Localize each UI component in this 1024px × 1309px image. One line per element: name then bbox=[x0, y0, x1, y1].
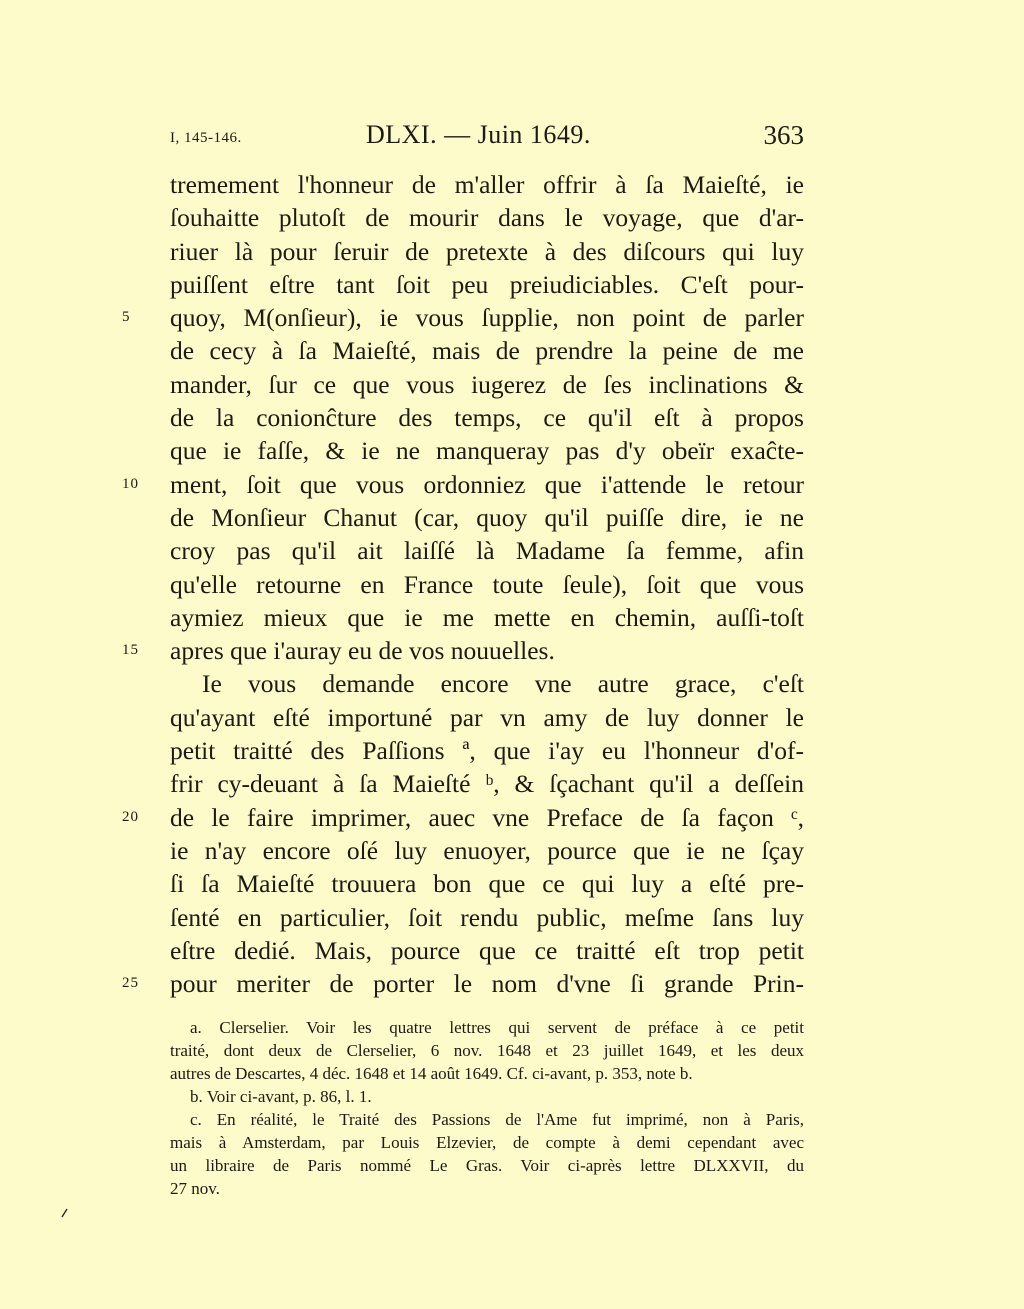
text-line bbox=[122, 801, 804, 834]
text-line bbox=[170, 235, 804, 268]
page-number: 363 bbox=[763, 120, 804, 150]
text-line-content: de cecy à ſa Maieſté, mais de prendre la peine de me bbox=[170, 336, 804, 366]
text-line-content: ment, ſoit que vous ordonniez que i'attende le retour bbox=[170, 469, 804, 499]
line-number: 20 bbox=[122, 808, 139, 825]
text-line bbox=[170, 401, 804, 434]
text-line-content: de le faire imprimer, auec vne Preface de ſa façon ᶜ, bbox=[170, 802, 804, 832]
footnote-line: traité, dont deux de Clerselier, 6 nov. 1648 et 23 juillet 1649, et les deux bbox=[170, 1041, 804, 1060]
text-line-content: pour meriter de porter le nom d'vne ſi grande Prin- bbox=[170, 969, 804, 999]
text-line bbox=[170, 901, 804, 934]
text-line-content: quoy, M(onſieur), ie vous ſupplie, non point de parler bbox=[170, 303, 804, 333]
text-line-content: que ie faſſe, & ie ne manqueray pas d'y obeïr exaĉte- bbox=[170, 436, 804, 466]
text-line-content: ſi ſa Maieſté trouuera bon que ce qui luy a eſté pre- bbox=[170, 869, 804, 899]
text-line bbox=[170, 268, 804, 301]
text-line bbox=[170, 601, 804, 634]
text-line-content: apres que i'auray eu de vos nouuelles. bbox=[170, 636, 555, 666]
text-line bbox=[170, 734, 804, 767]
stray-mark-icon bbox=[60, 1206, 70, 1218]
text-line bbox=[170, 767, 804, 800]
text-line bbox=[170, 834, 804, 867]
text-line bbox=[122, 967, 804, 1000]
text-line bbox=[170, 368, 804, 401]
text-line bbox=[170, 168, 804, 201]
footnote-line: autres de Descartes, 4 déc. 1648 et 14 août 1649. Cf. ci-avant, p. 353, note b. bbox=[170, 1064, 693, 1083]
text-line bbox=[170, 501, 804, 534]
text-line bbox=[170, 934, 804, 967]
text-line-content: de la conionĉture des temps, ce qu'il eſt à propos bbox=[170, 403, 804, 433]
text-line-content: de Monſieur Chanut (car, quoy qu'il puiſſe dire, ie ne bbox=[170, 502, 804, 532]
text-line-content: mander, ſur ce que vous iugerez de ſes inclinations & bbox=[170, 369, 804, 399]
text-line-content: aymiez mieux que ie me mette en chemin, auſſi-toſt bbox=[170, 602, 804, 632]
text-line bbox=[170, 201, 804, 234]
text-line bbox=[122, 634, 804, 667]
text-line-content: qu'ayant eſté importuné par vn amy de luy donner le bbox=[170, 702, 804, 732]
line-number: 5 bbox=[122, 309, 131, 326]
text-line bbox=[170, 334, 804, 367]
text-line bbox=[122, 468, 804, 501]
text-line bbox=[170, 434, 804, 467]
footnote-line: un libraire de Paris nommé Le Gras. Voir ci-après lettre DLXXVII, du bbox=[170, 1156, 804, 1175]
text-line-content: ſouhaitte plutoſt de mourir dans le voyage, que d'ar- bbox=[170, 203, 804, 233]
text-line bbox=[170, 568, 804, 601]
letter-title: DLXI. — Juin 1649. bbox=[366, 120, 591, 149]
footnote-line: c. En réalité, le Traité des Passions de l'Ame fut imprimé, non à Paris, bbox=[190, 1110, 804, 1129]
text-line bbox=[170, 867, 804, 900]
text-line-content: eſtre dedié. Mais, pource que ce traitté eſt trop petit bbox=[170, 935, 804, 965]
text-line-content: ie n'ay encore oſé luy enuoyer, pource que ie ne ſçay bbox=[170, 835, 804, 865]
text-line-content: tremement l'honneur de m'aller offrir à ſa Maieſté, ie bbox=[170, 170, 804, 199]
footnote-line: mais à Amsterdam, par Louis Elzevier, de compte à demi cependant avec bbox=[170, 1133, 804, 1152]
text-line bbox=[170, 667, 804, 700]
line-number: 15 bbox=[122, 642, 139, 659]
text-line-content: puiſſent eſtre tant ſoit peu preiudiciables. C'eſt pour- bbox=[170, 269, 804, 299]
text-line-content: croy pas qu'il ait laiſſé là Madame ſa femme, afin bbox=[170, 536, 804, 566]
footnotes bbox=[170, 1016, 804, 1200]
text-line-content: Ie vous demande encore vne autre grace, c'eſt bbox=[202, 669, 804, 699]
footnote-line: 27 nov. bbox=[170, 1179, 220, 1198]
text-line-content: ſenté en particulier, ſoit rendu public, meſme ſans luy bbox=[170, 902, 804, 932]
footnote-line: a. Clerselier. Voir les quatre lettres qui servent de préface à ce petit bbox=[190, 1018, 804, 1037]
running-head bbox=[170, 118, 804, 158]
text-line bbox=[170, 534, 804, 567]
text-line-content: frir cy-deuant à ſa Maieſté ᵇ, & ſçachant qu'il a deſſein bbox=[170, 769, 804, 799]
footnote-line: b. Voir ci-avant, p. 86, l. 1. bbox=[190, 1087, 372, 1106]
line-number: 10 bbox=[122, 475, 139, 492]
text-line-content: riuer là pour ſeruir de pretexte à des diſcours qui luy bbox=[170, 236, 804, 266]
letter-body bbox=[122, 168, 804, 1000]
volume-reference: I, 145-146. bbox=[170, 130, 242, 146]
text-line-content: qu'elle retourne en France toute ſeule), ſoit que vous bbox=[170, 569, 804, 599]
line-number: 25 bbox=[122, 975, 139, 992]
text-line bbox=[170, 701, 804, 734]
text-line-content: petit traitté des Paſſions ª, que i'ay eu l'honneur d'of- bbox=[170, 736, 804, 766]
text-line bbox=[122, 301, 804, 334]
